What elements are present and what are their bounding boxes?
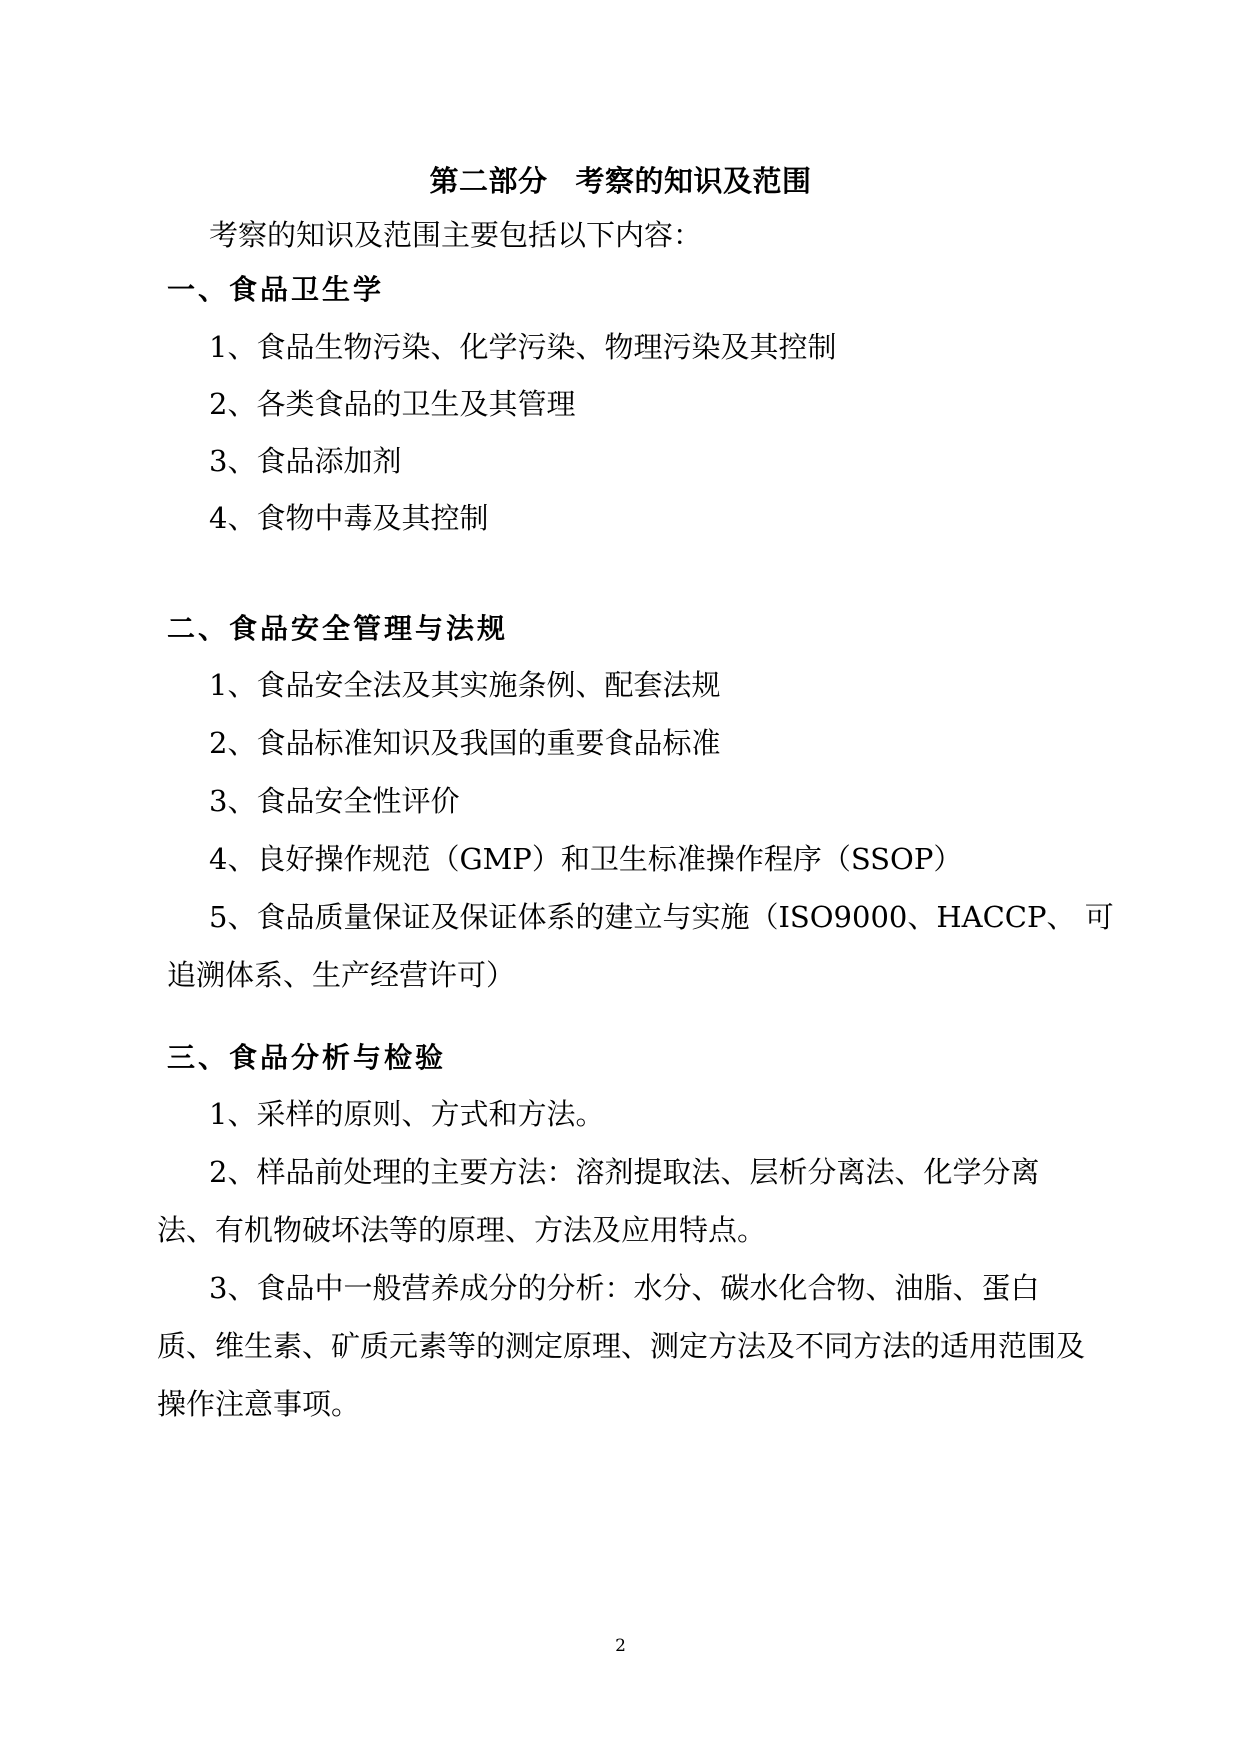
list-item: 5、食品质量保证及保证体系的建立与实施（ISO9000、HACCP、 可	[209, 900, 1114, 934]
list-item-continuation: 质、维生素、矿质元素等的测定原理、测定方法及不同方法的适用范围及	[157, 1329, 1086, 1363]
section-heading-1: 一、食品卫生学	[167, 273, 385, 306]
list-item: 3、食品添加剂	[209, 444, 402, 478]
section-heading-3: 三、食品分析与检验	[167, 1041, 447, 1074]
list-item-continuation: 追溯体系、生产经营许可）	[167, 958, 516, 992]
page-number: 2	[615, 1636, 626, 1656]
list-item: 1、食品生物污染、化学污染、物理污染及其控制	[209, 330, 837, 364]
list-item: 2、各类食品的卫生及其管理	[209, 387, 576, 421]
list-item-continuation: 法、有机物破坏法等的原理、方法及应用特点。	[157, 1213, 767, 1247]
list-item: 1、采样的原则、方式和方法。	[209, 1097, 605, 1131]
title-part: 第二部分	[429, 164, 548, 198]
list-item: 1、食品安全法及其实施条例、配套法规	[209, 668, 721, 702]
list-item-continuation: 操作注意事项。	[157, 1387, 361, 1421]
title-text: 考察的知识及范围	[575, 164, 812, 198]
intro-paragraph: 考察的知识及范围主要包括以下内容：	[209, 218, 703, 252]
list-item: 2、食品标准知识及我国的重要食品标准	[209, 726, 721, 760]
list-item: 4、食物中毒及其控制	[209, 501, 489, 535]
section-heading-2: 二、食品安全管理与法规	[167, 612, 509, 645]
page-title	[0, 163, 1241, 199]
list-item: 3、食品安全性评价	[209, 784, 460, 818]
list-item: 4、良好操作规范（GMP）和卫生标准操作程序（SSOP）	[209, 842, 963, 876]
list-item: 2、样品前处理的主要方法：溶剂提取法、层析分离法、化学分离	[209, 1155, 1040, 1189]
list-item: 3、食品中一般营养成分的分析：水分、碳水化合物、油脂、蛋白	[209, 1271, 1040, 1305]
